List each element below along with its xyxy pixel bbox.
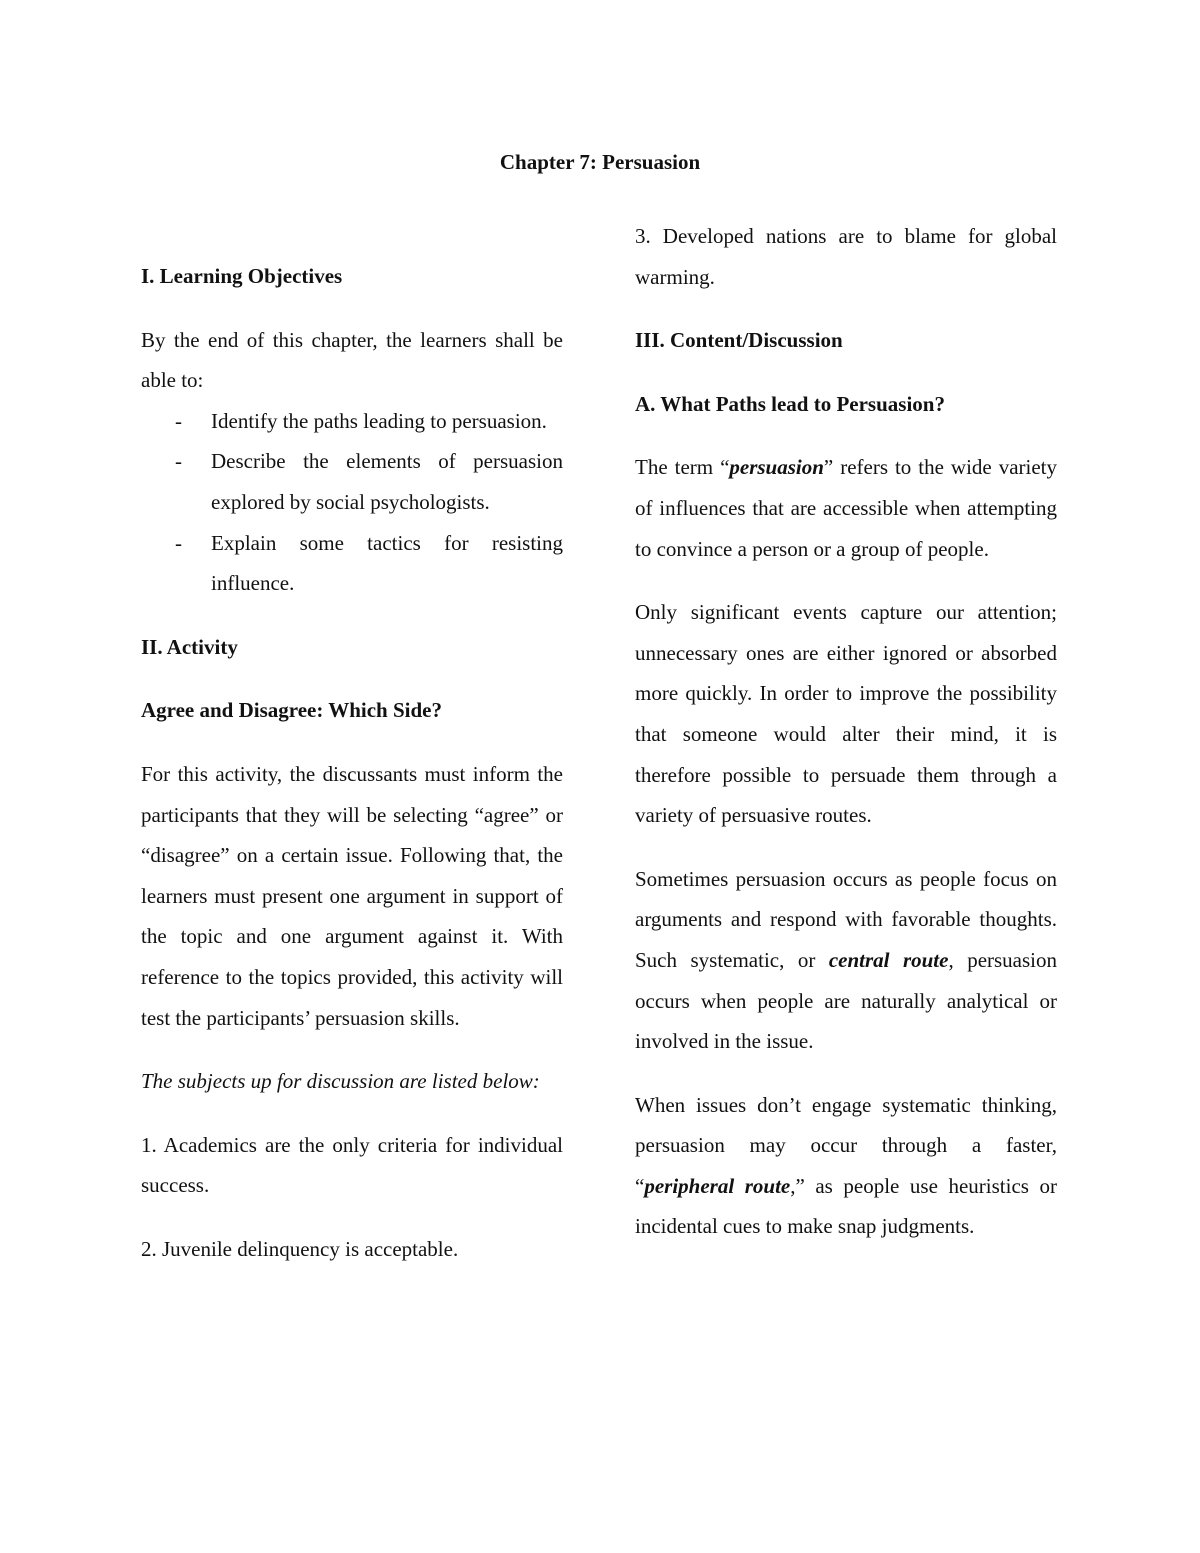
- objectives-list: [141, 401, 563, 604]
- right-column: [635, 216, 1057, 1247]
- text-span: Sometimes persuasion occurs as people focus on arguments and respond with favorable thoughts. Such systematic, or: [635, 866, 1057, 972]
- objective-text: Explain some tactics for resisting influence.: [211, 530, 563, 596]
- significant-events-paragraph: Only significant events capture our attention; unnecessary ones are either ignored or absorbed more quickly. In order to improve the possibility that someone would alter their mind, it is therefore possible to persuade them through a variety of persuasive routes.: [635, 600, 1057, 828]
- text-span: ” refers to the wide variety of influences that are accessible when attempting to convince a person or a group of people.: [635, 455, 1057, 561]
- text-span: , persuasion occurs when people are naturally analytical or involved in the issue.: [635, 947, 1058, 1054]
- subject-item-3: 3. Developed nations are to blame for global warming.: [635, 224, 1057, 289]
- subjects-intro: The subjects up for discussion are listed below:: [141, 1069, 540, 1094]
- central-route-term: central route: [828, 947, 949, 972]
- left-column: [141, 256, 563, 1269]
- list-item: [141, 523, 563, 604]
- objective-text: Describe the elements of persuasion explored by social psychologists.: [211, 449, 563, 514]
- dash-bullet: -: [175, 530, 182, 555]
- text-span: When issues don’t engage systematic thinking, persuasion may occur through a faster, “: [635, 1092, 1057, 1198]
- objective-text: Identify the paths leading to persuasion.: [211, 408, 547, 433]
- list-item: [141, 401, 563, 442]
- persuasion-definition-paragraph: [635, 447, 1057, 569]
- persuasion-term: persuasion: [729, 455, 824, 480]
- list-item: [141, 441, 563, 522]
- central-route-paragraph: [635, 859, 1057, 1062]
- dash-bullet: -: [175, 408, 182, 433]
- text-span: The term “: [635, 455, 730, 480]
- section-a-heading: A. What Paths lead to Persuasion?: [635, 391, 945, 416]
- subject-item-2: 2. Juvenile delinquency is acceptable.: [141, 1236, 459, 1261]
- subject-item-1: 1. Academics are the only criteria for individual success.: [141, 1132, 563, 1198]
- activity-subheading: Agree and Disagree: Which Side?: [141, 698, 443, 723]
- dash-bullet: -: [175, 449, 182, 474]
- text-span: ,” as people use heuristics or incidental cues to make snap judgments.: [635, 1173, 1058, 1239]
- peripheral-route-paragraph: [635, 1085, 1057, 1247]
- peripheral-route-term: peripheral route: [644, 1173, 791, 1198]
- content-discussion-heading: III. Content/Discussion: [635, 328, 843, 353]
- page-title: Chapter 7: Persuasion: [499, 150, 701, 174]
- learning-objectives-heading: I. Learning Objectives: [141, 264, 343, 288]
- objectives-intro: By the end of this chapter, the learners shall be able to:: [141, 327, 563, 393]
- activity-heading: II. Activity: [141, 634, 238, 659]
- activity-paragraph: For this activity, the discussants must inform the participants that they will be selecting “agree” or “disagree” on a certain issue. Following that, the learners must present one argument in support of the topic and one argument against it. With reference to the topics provided, this activity will test the participants’ persuasion skills.: [141, 761, 563, 1030]
